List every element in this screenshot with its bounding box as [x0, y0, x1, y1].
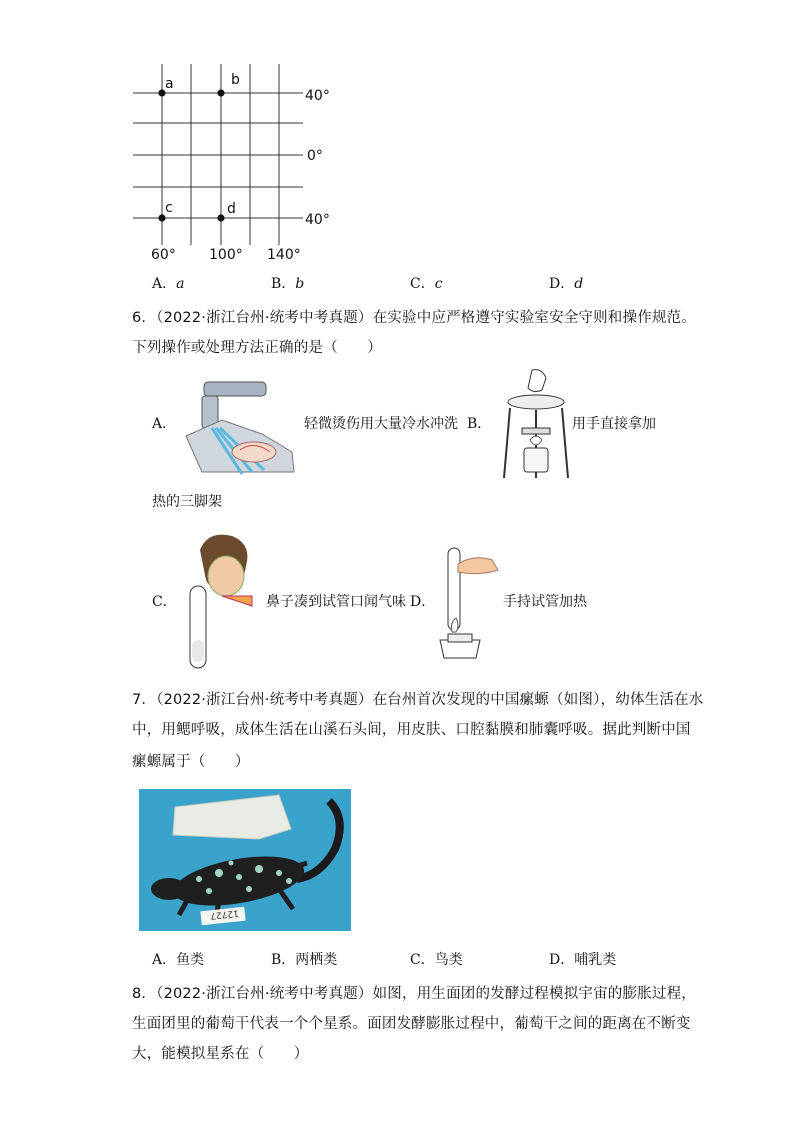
- q6-option-a-text: 轻微烫伤用大量冷水冲洗: [304, 416, 458, 432]
- q8-stem-line-2: 生面团里的葡萄干代表一个个星系。面团发酵膨胀过程中，葡萄干之间的距离在不断变: [132, 1016, 691, 1032]
- option-value: b: [295, 276, 305, 292]
- lon-label-100: 100°: [209, 247, 243, 263]
- option-value: a: [176, 276, 185, 292]
- lat-label-40-south: 40°: [305, 212, 330, 228]
- q6-option-c-letter[interactable]: C．: [152, 594, 177, 610]
- q5-option-d[interactable]: [549, 274, 583, 294]
- q7-option-b[interactable]: [271, 950, 337, 970]
- q6-option-c-text: 鼻子凑到试管口闻气味: [266, 594, 406, 610]
- option-value: c: [434, 276, 443, 292]
- lon-label-140: 140°: [267, 247, 301, 263]
- option-text: 哺乳类: [574, 952, 617, 968]
- option-letter: C．: [410, 276, 435, 292]
- q7-option-a[interactable]: [152, 950, 204, 970]
- option-letter: D．: [549, 952, 575, 968]
- q6-stem-line-2: 下列操作或处理方法正确的是（ ）: [132, 340, 382, 356]
- q5-option-a[interactable]: [152, 274, 184, 294]
- lat-lon-grid-figure: [125, 60, 345, 270]
- q7-stem-line-3: 瘰螈属于（ ）: [132, 754, 250, 770]
- lat-label-40-north: 40°: [305, 88, 330, 104]
- point-label-b: b: [231, 72, 240, 88]
- q6-option-b-text-continued: 热的三脚架: [152, 494, 222, 510]
- q6-option-b-text: 用手直接拿加: [572, 416, 656, 432]
- lat-label-0: 0°: [307, 148, 323, 164]
- q6-option-b-letter[interactable]: B．: [467, 416, 492, 432]
- specimen-tag: 12727: [209, 907, 240, 921]
- option-value: d: [574, 276, 584, 292]
- q7-option-c[interactable]: [410, 950, 463, 970]
- q7-stem-line-1: 7．（2022·浙江台州·统考中考真题）在台州首次发现的中国瘰螈（如图），幼体生活在水: [132, 692, 704, 708]
- q5-option-c[interactable]: [410, 274, 443, 294]
- q6-stem-line-1: 6．（2022·浙江台州·统考中考真题）在实验中应严格遵守实验室安全守则和操作规范。: [132, 310, 696, 326]
- salamander-photo: [139, 789, 351, 931]
- option-letter: C．: [410, 952, 435, 968]
- grid-point-b: [217, 89, 224, 96]
- point-label-c: c: [165, 200, 173, 216]
- q6-option-d-text: 手持试管加热: [503, 594, 587, 610]
- lon-label-60: 60°: [151, 247, 176, 263]
- q6-option-d-letter[interactable]: D．: [410, 594, 436, 610]
- option-letter: A．: [152, 276, 177, 292]
- option-text: 鱼类: [176, 952, 205, 968]
- smelling-test-tube-illustration: [182, 530, 262, 674]
- q5-option-b[interactable]: [271, 274, 304, 294]
- q7-stem-line-2: 中，用鳃呼吸，成体生活在山溪石头间，用皮肤、口腔黏膜和肺囊呼吸。据此判断中国: [132, 722, 691, 738]
- option-text: 两栖类: [295, 952, 338, 968]
- option-letter: A．: [152, 952, 177, 968]
- q8-stem-line-1: 8．（2022·浙江台州·统考中考真题）如图，用生面团的发酵过程模拟宇宙的膨胀过程，: [132, 986, 696, 1002]
- hand-holding-test-tube-illustration: [436, 544, 500, 660]
- option-text: 鸟类: [434, 952, 463, 968]
- point-label-d: d: [227, 201, 236, 217]
- grid-point-d: [217, 214, 224, 221]
- tripod-heating-illustration: [496, 368, 576, 484]
- q6-option-a-letter[interactable]: A．: [152, 416, 177, 432]
- option-letter: D．: [549, 276, 575, 292]
- q8-stem-line-3: 大，能模拟星系在（ ）: [132, 1046, 309, 1062]
- option-letter: B．: [271, 952, 296, 968]
- q7-option-d[interactable]: [549, 950, 616, 970]
- faucet-cold-water-illustration: [182, 376, 302, 476]
- point-label-a: a: [165, 76, 174, 92]
- option-letter: B．: [271, 276, 296, 292]
